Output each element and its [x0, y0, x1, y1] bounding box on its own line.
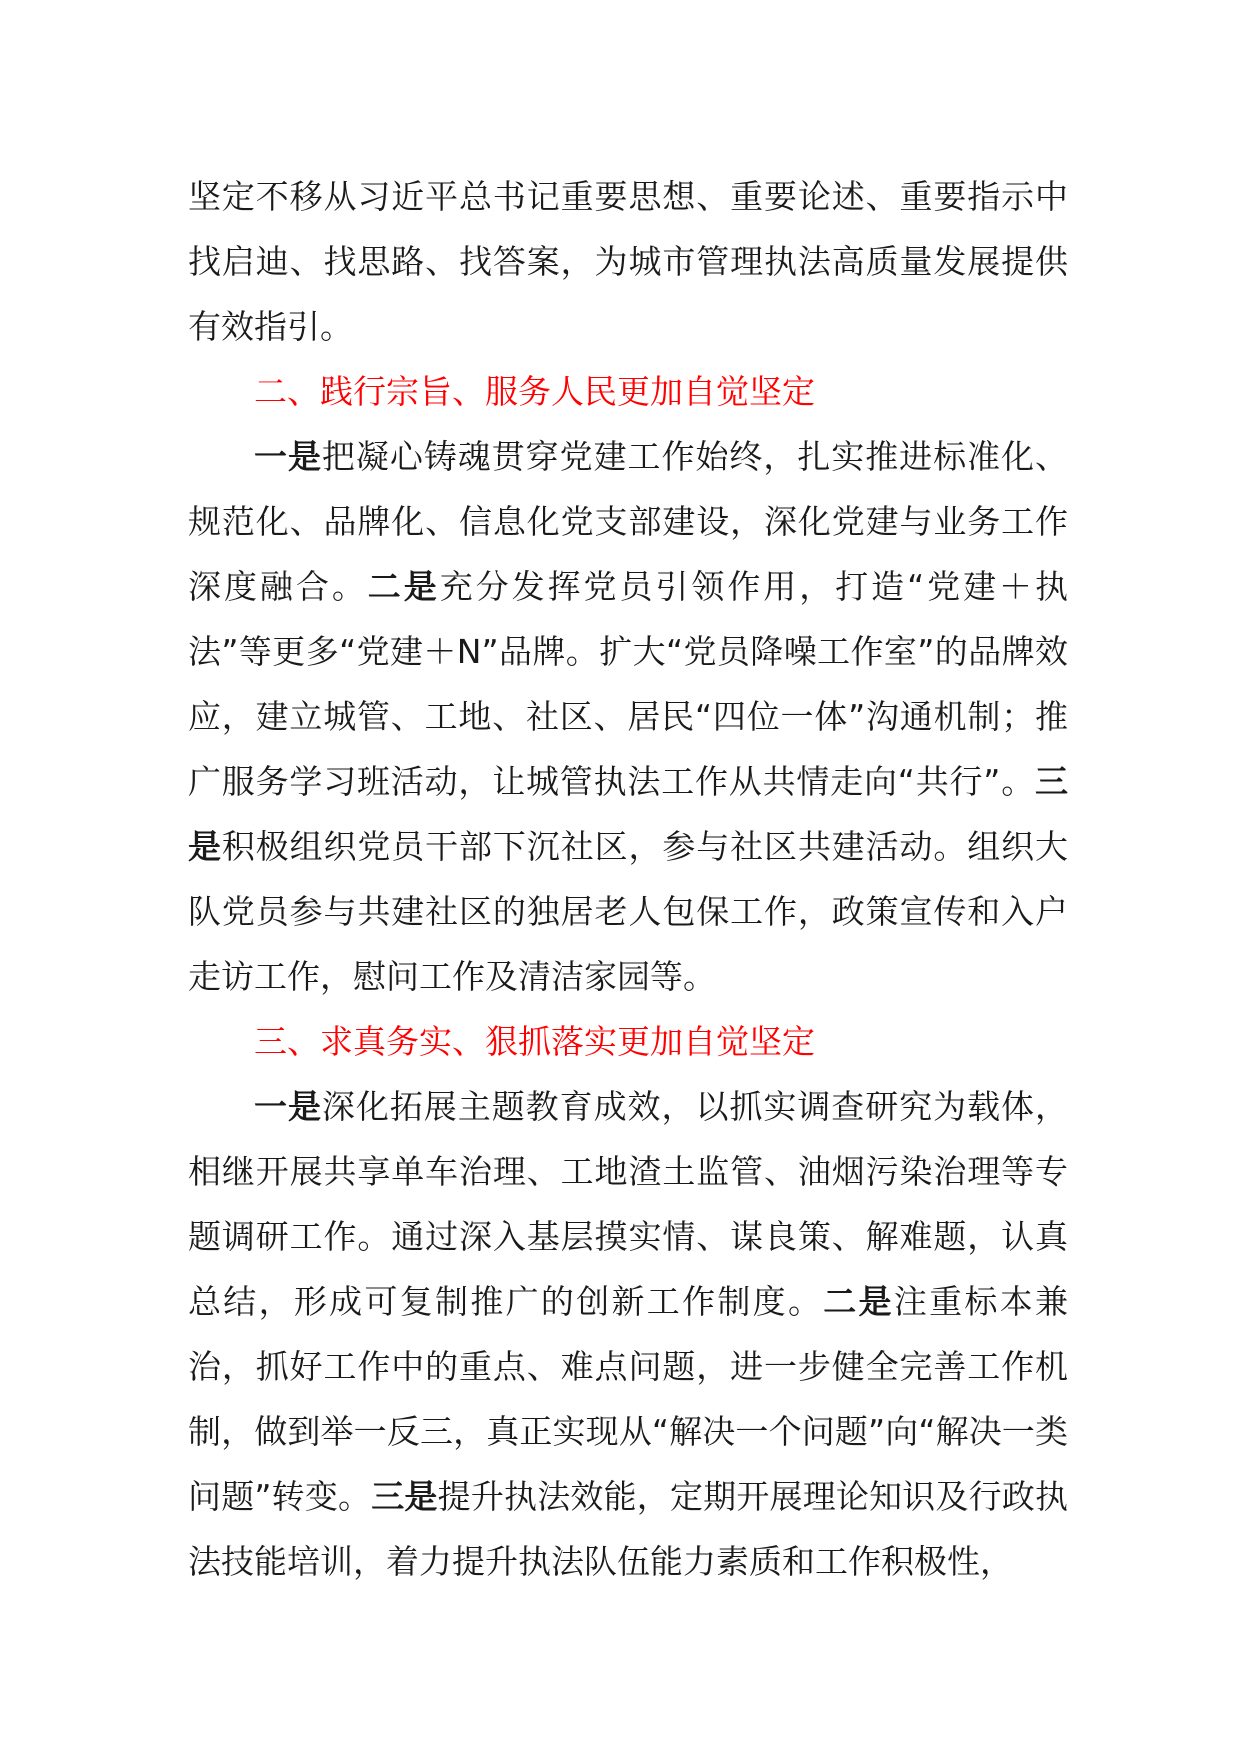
paragraph-text: 提升执法效能，定期开展理论知识及行政执法技能培训，着力提升执法队伍能力素质和工作积极性， [188, 1477, 1069, 1581]
lead-term: 二是 [367, 567, 440, 606]
document-body [188, 164, 1068, 1594]
lead-term: 三是 [188, 762, 1068, 866]
section-heading-2 [188, 359, 1068, 424]
lead-term: 三是 [371, 1477, 438, 1516]
lead-term: 一是 [254, 437, 322, 476]
heading-text: 三、求真务实、狠抓落实更加自觉坚定 [254, 1022, 815, 1061]
paragraph-text: 积极组织党员干部下沉社区，参与社区共建活动。组织大队党员参与共建社区的独居老人包保工作，政策宣传和入户走访工作，慰问工作及清洁家园等。 [188, 827, 1069, 996]
paragraph-text: 注重标本兼治，抓好工作中的重点、难点问题，进一步健全完善工作机制，做到举一反三，真正实现从“解决一个问题”向“解决一类问题”转变。 [188, 1282, 1069, 1516]
lead-term: 二是 [823, 1282, 894, 1321]
paragraph-text: 把凝心铸魂贯穿党建工作始终，扎实推进标准化、规范化、品牌化、信息化党支部建设，深化党建与业务工作深度融合。 [188, 437, 1069, 606]
section-heading-3 [188, 1009, 1068, 1074]
heading-text: 二、践行宗旨、服务人民更加自觉坚定 [254, 372, 815, 411]
paragraph-text: 充分发挥党员引领作用，打造“党建＋执法”等更多“党建＋N”品牌。扩大“党员降噪工作室”的品牌效应，建立城管、工地、社区、居民“四位一体”沟通机制；推广服务学习班活动，让城管执法工作从共情走向“共行”。 [188, 567, 1069, 801]
paragraph-section-2 [188, 424, 1068, 1009]
lead-term: 一是 [254, 1087, 322, 1126]
paragraph-section-3 [188, 1074, 1068, 1594]
paragraph-text: 坚定不移从习近平总书记重要思想、重要论述、重要指示中找启迪、找思路、找答案，为城市管理执法高质量发展提供有效指引。 [188, 177, 1068, 346]
paragraph-continuation [188, 164, 1068, 359]
paragraph-text: 深化拓展主题教育成效，以抓实调查研究为载体，相继开展共享单车治理、工地渣土监管、油烟污染治理等专题调研工作。通过深入基层摸实情、谋良策、解难题，认真总结，形成可复制推广的创新工作制度。 [188, 1087, 1069, 1321]
